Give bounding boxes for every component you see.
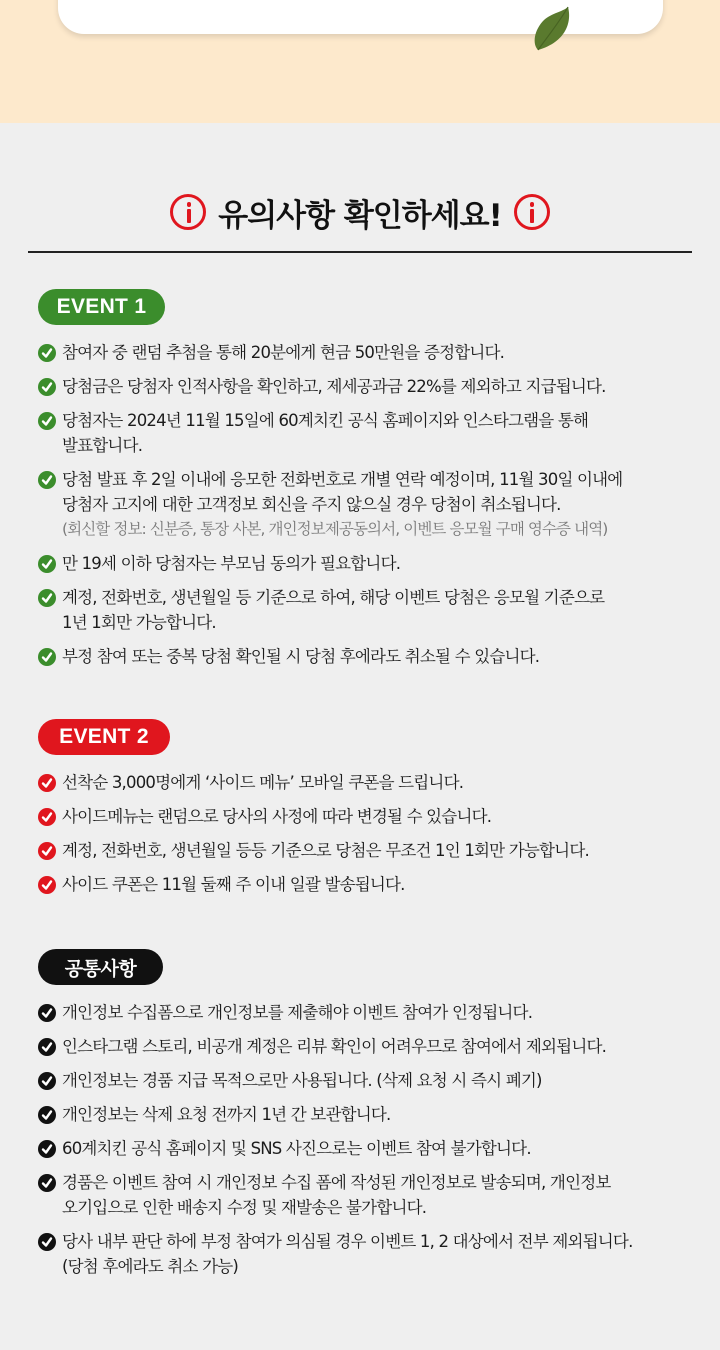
notice-heading [0, 190, 720, 234]
check-icon [38, 808, 56, 826]
check-icon [38, 1072, 56, 1090]
list-item: 선착순 3,000명에게 ‘사이드 메뉴’ 모바일 쿠폰을 드립니다. [38, 770, 698, 795]
check-icon [38, 1140, 56, 1158]
list-item: 부정 참여 또는 중복 당첨 확인될 시 당첨 후에라도 취소될 수 있습니다. [38, 644, 698, 669]
list-item: 만 19세 이하 당첨자는 부모님 동의가 필요합니다. [38, 551, 698, 576]
check-icon [38, 1174, 56, 1192]
list-item: 경품은 이벤트 참여 시 개인정보 수집 폼에 작성된 개인정보로 발송되며, 개인정보 오기입으로 인한 배송지 수정 및 재발송은 불가합니다. [38, 1170, 698, 1220]
top-banner-band [0, 0, 720, 123]
check-icon [38, 648, 56, 666]
common-list [38, 1000, 698, 1288]
list-item: 개인정보 수집폼으로 개인정보를 제출해야 이벤트 참여가 인정됩니다. [38, 1000, 698, 1025]
check-icon [38, 774, 56, 792]
check-icon [38, 1233, 56, 1251]
list-item: 사이드메뉴는 랜덤으로 당사의 사정에 따라 변경될 수 있습니다. [38, 804, 698, 829]
check-icon [38, 412, 56, 430]
divider [28, 251, 692, 253]
list-item: 개인정보는 삭제 요청 전까지 1년 간 보관합니다. [38, 1102, 698, 1127]
event1-badge: EVENT 1 [38, 289, 165, 325]
check-icon [38, 1038, 56, 1056]
event1-list [38, 340, 698, 678]
check-icon [38, 589, 56, 607]
list-item: 당첨자는 2024년 11월 15일에 60계치킨 공식 홈페이지와 인스타그램을 통해 발표합니다. [38, 408, 698, 458]
check-icon [38, 842, 56, 860]
list-item: 참여자 중 랜덤 추첨을 통해 20분에게 현금 50만원을 증정합니다. [38, 340, 698, 365]
list-item: 사이드 쿠폰은 11월 둘째 주 이내 일괄 발송됩니다. [38, 872, 698, 897]
check-icon [38, 344, 56, 362]
list-item: 당첨 발표 후 2일 이내에 응모한 전화번호로 개별 연락 예정이며, 11월 30일 이내에 당첨자 고지에 대한 고객정보 회신을 주지 않으실 경우 당첨이 취소됩니다. (회신할 정보: 신분증, 통장 사본, 개인정보제공동의서, 이벤트 응모월 구매 영수증 내역) [38, 467, 698, 542]
event2-list [38, 770, 698, 906]
leaf-icon [528, 4, 574, 54]
check-icon [38, 555, 56, 573]
list-item: 계정, 전화번호, 생년월일 등 기준으로 하여, 해당 이벤트 당첨은 응모월 기준으로 1년 1회만 가능합니다. [38, 585, 698, 635]
sub-note: (회신할 정보: 신분증, 통장 사본, 개인정보제공동의서, 이벤트 응모월 구매 영수증 내역) [62, 520, 608, 538]
event2-badge: EVENT 2 [38, 719, 170, 755]
list-item: 인스타그램 스토리, 비공개 계정은 리뷰 확인이 어려우므로 참여에서 제외됩니다. [38, 1034, 698, 1059]
info-icon [514, 194, 550, 230]
check-icon [38, 1106, 56, 1124]
list-item: 60계치킨 공식 홈페이지 및 SNS 사진으로는 이벤트 참여 불가합니다. [38, 1136, 698, 1161]
check-icon [38, 876, 56, 894]
check-icon [38, 378, 56, 396]
page-title: 유의사항 확인하세요! [218, 197, 502, 234]
info-icon [170, 194, 206, 230]
common-badge: 공통사항 [38, 949, 163, 985]
check-icon [38, 1004, 56, 1022]
list-item: 계정, 전화번호, 생년월일 등등 기준으로 당첨은 무조건 1인 1회만 가능합니다. [38, 838, 698, 863]
check-icon [38, 471, 56, 489]
list-item: 개인정보는 경품 지급 목적으로만 사용됩니다. (삭제 요청 시 즉시 폐기) [38, 1068, 698, 1093]
list-item: 당사 내부 판단 하에 부정 참여가 의심될 경우 이벤트 1, 2 대상에서 전부 제외됩니다. (당첨 후에라도 취소 가능) [38, 1229, 698, 1279]
list-item: 당첨금은 당첨자 인적사항을 확인하고, 제세공과금 22%를 제외하고 지급됩니다. [38, 374, 698, 399]
